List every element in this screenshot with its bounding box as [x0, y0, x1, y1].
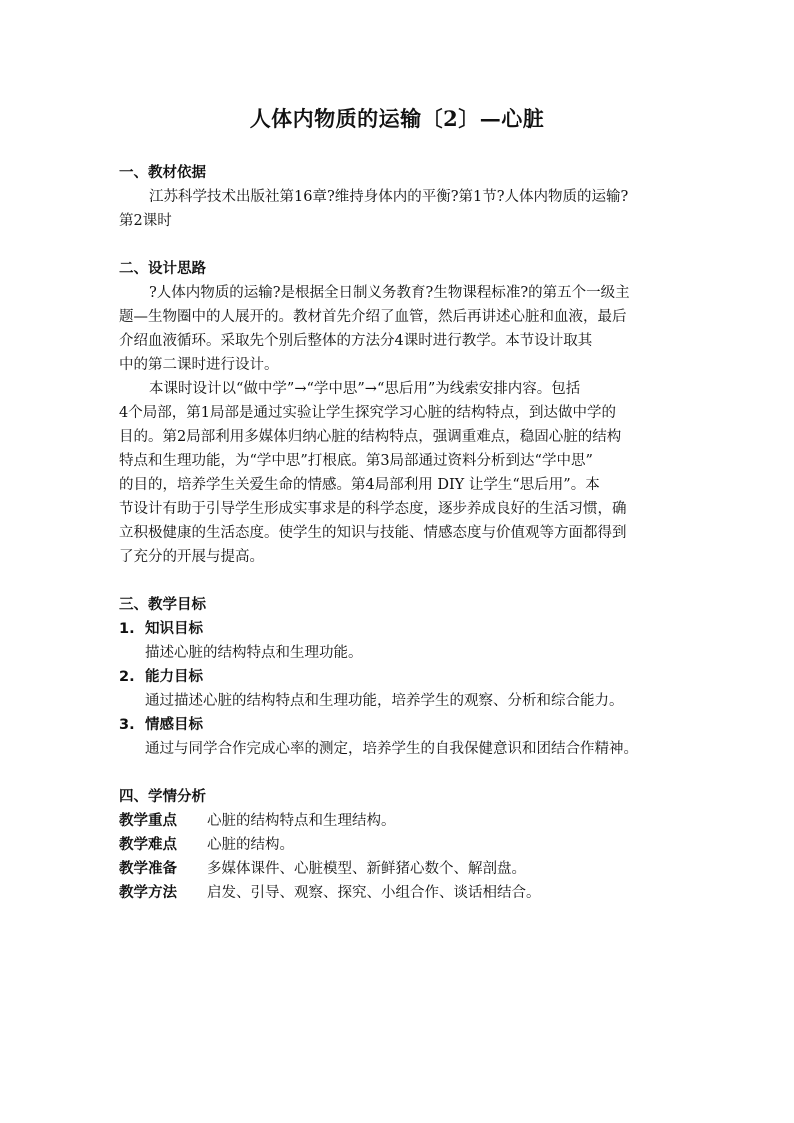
paragraph-line: 节设计有助于引导学生形成实事求是的科学态度，逐步养成良好的生活习惯，确: [119, 501, 627, 517]
objective-title: 知识目标: [145, 621, 203, 637]
section-heading-analysis: 四、学情分析: [119, 789, 206, 805]
objective-number: 2.: [119, 669, 135, 685]
objective-text: 通过描述心脏的结构特点和生理功能，培养学生的观察、分析和综合能力。: [145, 693, 624, 709]
section-heading-design: 二、设计思路: [119, 261, 206, 277]
paragraph-line: 第2课时: [119, 213, 172, 229]
paragraph-line: ?人体内物质的运输?是根据全日制义务教育?生物课程标准?的第五个一级主: [149, 285, 630, 301]
analysis-value: 启发、引导、观察、探究、小组合作、谈话相结合。: [207, 885, 541, 901]
objective-number: 1.: [119, 621, 135, 637]
paragraph-line: 介绍血液循环。采取先个别后整体的方法分4课时进行教学。本节设计取其: [119, 333, 593, 349]
document-title: 人体内物质的运输〔2〕—心脏: [249, 106, 545, 131]
analysis-label: 教学方法: [119, 885, 177, 901]
section-heading-basis: 一、教材依据: [119, 165, 206, 181]
analysis-value: 心脏的结构。: [207, 837, 294, 853]
paragraph-line: 目的。第2局部利用多媒体归纳心脏的结构特点，强调重难点，稳固心脏的结构: [119, 429, 622, 445]
paragraph-line: 本课时设计以“做中学”→“学中思”→“思后用”为线索安排内容。包括: [149, 381, 581, 397]
objective-number: 3.: [119, 717, 135, 733]
objective-title: 情感目标: [145, 717, 203, 733]
analysis-label: 教学重点: [119, 813, 177, 829]
paragraph-line: 4个局部，第1局部是通过实验让学生探究学习心脏的结构特点，到达做中学的: [119, 405, 616, 421]
paragraph-line: 题—生物圈中的人展开的。教材首先介绍了血管，然后再讲述心脏和血液，最后: [119, 309, 627, 325]
section-heading-objectives: 三、教学目标: [119, 597, 206, 613]
objective-text: 描述心脏的结构特点和生理功能。: [145, 645, 363, 661]
paragraph-line: 特点和生理功能，为“学中思”打根底。第3局部通过资料分析到达“学中思”: [119, 453, 593, 469]
objective-title: 能力目标: [145, 669, 203, 685]
analysis-label: 教学准备: [119, 861, 177, 877]
analysis-value: 心脏的结构特点和生理结构。: [207, 813, 396, 829]
analysis-value: 多媒体课件、心脏模型、新鲜猪心数个、解剖盘。: [207, 861, 526, 877]
analysis-label: 教学难点: [119, 837, 177, 853]
paragraph-line: 江苏科学技术出版社第16章?维持身体内的平衡?第1节?人体内物质的运输?: [149, 189, 629, 205]
paragraph-line: 的目的，培养学生关爱生命的情感。第4局部利用 DIY 让学生“思后用”。本: [119, 477, 600, 493]
paragraph-line: 中的第二课时进行设计。: [119, 357, 279, 373]
paragraph-line: 了充分的开展与提高。: [119, 549, 264, 565]
objective-text: 通过与同学合作完成心率的测定，培养学生的自我保健意识和团结合作精神。: [145, 741, 638, 757]
paragraph-line: 立积极健康的生活态度。使学生的知识与技能、情感态度与价值观等方面都得到: [119, 525, 627, 541]
